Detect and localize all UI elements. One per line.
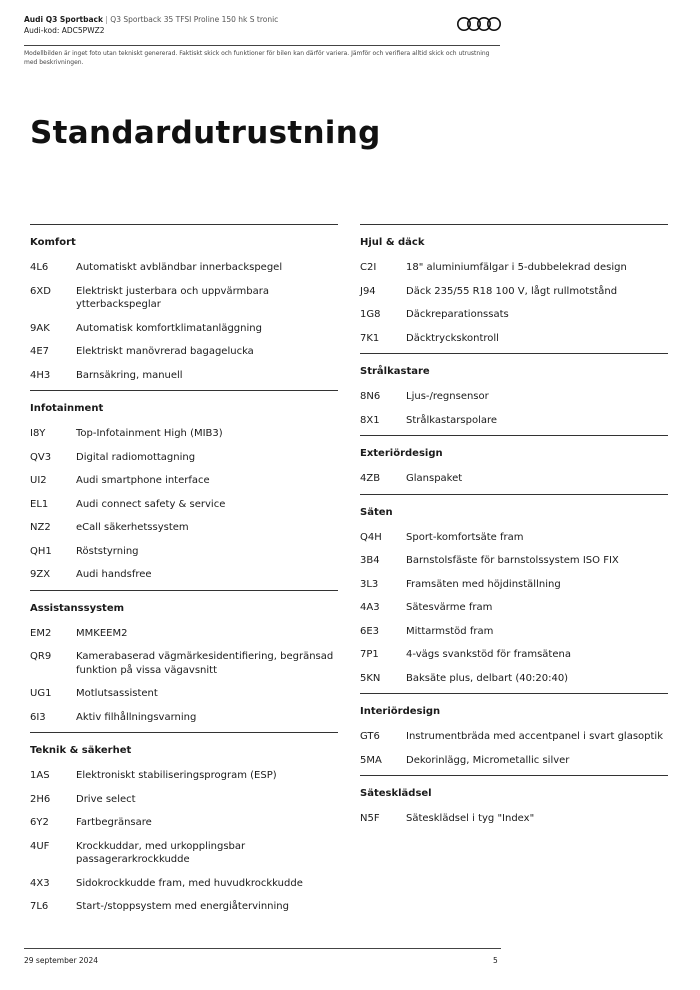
equipment-item bbox=[360, 526, 668, 550]
section-title: Exteriördesign bbox=[360, 448, 443, 459]
equipment-description: Sätesvärme fram bbox=[406, 602, 493, 613]
equipment-code: 1G8 bbox=[360, 309, 381, 320]
equipment-description: Top-Infotainment High (MIB3) bbox=[76, 428, 223, 439]
equipment-item bbox=[30, 280, 338, 317]
equipment-code: 1AS bbox=[30, 770, 50, 781]
equipment-item bbox=[360, 409, 668, 436]
header-audi-code: Audi-kod: ADC5PWZ2 bbox=[24, 26, 105, 35]
equipment-description: Kamerabaserad vägmärkesidentifiering, begränsad funktion på vissa vägavsnitt bbox=[76, 651, 334, 676]
equipment-code: 7L6 bbox=[30, 901, 49, 912]
left-column bbox=[30, 224, 338, 922]
equipment-code: 4ZB bbox=[360, 473, 381, 484]
equipment-code: NZ2 bbox=[30, 522, 51, 533]
equipment-description: Strålkastarspolare bbox=[406, 414, 498, 426]
equipment-code: 4H3 bbox=[30, 369, 51, 381]
equipment-code: EM2 bbox=[30, 627, 52, 639]
equipment-description: Sätesklädsel i tyg "Index" bbox=[406, 813, 535, 824]
equipment-item bbox=[30, 811, 338, 835]
equipment-item bbox=[30, 493, 338, 517]
equipment-description: Däckreparationssats bbox=[406, 309, 509, 320]
header-model-line bbox=[24, 14, 500, 25]
equipment-item bbox=[30, 706, 338, 733]
equipment-section bbox=[30, 390, 338, 590]
section-title: Sätesklädsel bbox=[360, 788, 432, 799]
equipment-code: 4UF bbox=[30, 840, 50, 852]
equipment-code: UG1 bbox=[30, 688, 52, 699]
section-title: Assistanssystem bbox=[30, 602, 125, 614]
equipment-code: 6XD bbox=[30, 285, 51, 297]
equipment-code: QR9 bbox=[30, 651, 52, 662]
footer-divider bbox=[24, 948, 501, 949]
equipment-code: 7K1 bbox=[360, 332, 380, 344]
equipment-section bbox=[30, 732, 338, 922]
header-model: Audi Q3 Sportback bbox=[24, 15, 103, 24]
equipment-item bbox=[30, 446, 338, 470]
equipment-item bbox=[360, 643, 668, 667]
equipment-code: QV3 bbox=[30, 451, 52, 463]
equipment-item bbox=[30, 340, 338, 364]
equipment-description: Motlutsassistent bbox=[76, 688, 158, 699]
equipment-item bbox=[30, 469, 338, 493]
equipment-code: UI2 bbox=[30, 475, 47, 486]
right-column bbox=[360, 224, 668, 834]
audi-four-rings-icon bbox=[456, 16, 502, 32]
equipment-item bbox=[30, 516, 338, 540]
equipment-description: Baksäte plus, delbart (40:20:40) bbox=[406, 672, 569, 684]
equipment-item bbox=[30, 645, 338, 682]
equipment-item bbox=[360, 280, 668, 304]
equipment-code: 3L3 bbox=[360, 578, 379, 590]
equipment-description: Fartbegränsare bbox=[76, 817, 152, 828]
section-title: Hjul & däck bbox=[360, 237, 425, 248]
equipment-code: 8X1 bbox=[360, 414, 380, 426]
page-title: Standardutrustning bbox=[30, 115, 381, 151]
equipment-description: Däcktryckskontroll bbox=[406, 332, 499, 344]
header-divider bbox=[24, 45, 500, 46]
equipment-description: Dekorinlägg, Micrometallic silver bbox=[406, 754, 570, 766]
equipment-description: Framsäten med höjdinställning bbox=[406, 578, 561, 590]
equipment-code: 4X3 bbox=[30, 877, 50, 889]
equipment-code: 5MA bbox=[360, 754, 382, 766]
equipment-item bbox=[360, 303, 668, 327]
equipment-description: Sport-komfortsäte fram bbox=[406, 531, 524, 543]
equipment-item bbox=[360, 749, 668, 776]
equipment-description: Audi connect safety & service bbox=[76, 498, 226, 510]
section-title: Säten bbox=[360, 506, 393, 518]
equipment-description: Barnsäkring, manuell bbox=[76, 369, 183, 381]
equipment-description: Aktiv filhållningsvarning bbox=[76, 711, 197, 723]
page-header bbox=[24, 14, 500, 36]
equipment-section bbox=[360, 693, 668, 775]
equipment-description: Röststyrning bbox=[76, 545, 139, 557]
equipment-code: N5F bbox=[360, 813, 380, 824]
equipment-item bbox=[360, 620, 668, 644]
equipment-code: 6I3 bbox=[30, 711, 46, 723]
equipment-description: 18" aluminiumfälgar i 5-dubbelekrad design bbox=[406, 262, 627, 273]
equipment-description: MMKEEM2 bbox=[76, 627, 128, 639]
equipment-code: 3B4 bbox=[360, 555, 380, 566]
equipment-item bbox=[30, 540, 338, 564]
equipment-code: C2I bbox=[360, 262, 377, 273]
equipment-description: Start-/stoppsystem med energiåtervinning bbox=[76, 901, 289, 912]
equipment-item bbox=[30, 835, 338, 872]
section-title: Teknik & säkerhet bbox=[30, 745, 132, 756]
equipment-code: 2H6 bbox=[30, 793, 51, 805]
equipment-code: 4E7 bbox=[30, 346, 50, 357]
equipment-description: Glanspaket bbox=[406, 473, 463, 484]
equipment-section bbox=[360, 494, 668, 694]
equipment-description: eCall säkerhetssystem bbox=[76, 522, 189, 533]
section-title: Komfort bbox=[30, 237, 76, 248]
equipment-item bbox=[360, 385, 668, 409]
equipment-item bbox=[360, 549, 668, 573]
equipment-section bbox=[30, 590, 338, 733]
equipment-item bbox=[360, 327, 668, 354]
equipment-code: 7P1 bbox=[360, 649, 379, 660]
equipment-code: 6Y2 bbox=[30, 817, 49, 828]
equipment-description: Elektriskt manövrerad bagagelucka bbox=[76, 346, 254, 357]
equipment-code: GT6 bbox=[360, 731, 380, 742]
equipment-item bbox=[30, 256, 338, 280]
equipment-section bbox=[360, 353, 668, 435]
equipment-section bbox=[30, 224, 338, 390]
equipment-description: Automatisk komfortklimatanläggning bbox=[76, 322, 262, 334]
equipment-description: Däck 235/55 R18 100 V, lågt rullmotstånd bbox=[406, 285, 618, 297]
equipment-code: 8N6 bbox=[360, 391, 381, 402]
equipment-code: 9ZX bbox=[30, 569, 51, 580]
equipment-description: Mittarmstöd fram bbox=[406, 625, 494, 637]
footer-date: 29 september 2024 bbox=[24, 956, 99, 965]
equipment-description: Audi smartphone interface bbox=[76, 475, 210, 486]
equipment-code: 5KN bbox=[360, 672, 381, 684]
equipment-item bbox=[30, 895, 338, 922]
equipment-section bbox=[360, 775, 668, 834]
header-variant: Q3 Sportback 35 TFSI Proline 150 hk S tronic bbox=[110, 15, 279, 24]
equipment-item bbox=[360, 725, 668, 749]
equipment-item bbox=[30, 872, 338, 896]
equipment-description: Sidokrockkudde fram, med huvudkrockkudde bbox=[76, 877, 303, 889]
equipment-description: Digital radiomottagning bbox=[76, 451, 196, 463]
equipment-section bbox=[360, 224, 668, 353]
equipment-item bbox=[360, 807, 668, 834]
equipment-description: Barnstolsfäste för barnstolssystem ISO FIX bbox=[406, 555, 619, 566]
disclaimer-text: Modellbilden är inget foto utan tekniskt genererad. Faktiskt skick och funktioner för bilen kan därför variera. Jämför och verifiera alltid skick och utrustning med beskrivningen. bbox=[24, 50, 490, 66]
equipment-item bbox=[30, 764, 338, 788]
equipment-description: Elektriskt justerbara och uppvärmbara ytterbackspeglar bbox=[76, 285, 269, 310]
equipment-item bbox=[30, 317, 338, 341]
header-separator: | bbox=[105, 15, 108, 24]
equipment-item bbox=[360, 596, 668, 620]
equipment-code: EL1 bbox=[30, 498, 49, 510]
equipment-description: Elektroniskt stabiliseringsprogram (ESP) bbox=[76, 770, 277, 781]
section-title: Strålkastare bbox=[360, 366, 430, 377]
equipment-code: 4A3 bbox=[360, 602, 380, 613]
equipment-item bbox=[30, 422, 338, 446]
equipment-code: 4L6 bbox=[30, 262, 49, 273]
section-title: Interiördesign bbox=[360, 706, 441, 717]
equipment-item bbox=[360, 467, 668, 494]
equipment-description: 4-vägs svankstöd för framsätena bbox=[406, 649, 571, 660]
equipment-description: Automatiskt avbländbar innerbackspegel bbox=[76, 262, 283, 273]
equipment-section bbox=[360, 435, 668, 494]
equipment-code: 9AK bbox=[30, 322, 50, 334]
equipment-item bbox=[360, 573, 668, 597]
equipment-description: Ljus-/regnsensor bbox=[406, 391, 489, 402]
equipment-code: 6E3 bbox=[360, 625, 380, 637]
page-number: 5 bbox=[493, 956, 498, 965]
equipment-item bbox=[30, 563, 338, 590]
equipment-description: Drive select bbox=[76, 793, 136, 805]
equipment-description: Audi handsfree bbox=[76, 569, 152, 580]
equipment-item bbox=[30, 682, 338, 706]
equipment-item bbox=[30, 788, 338, 812]
equipment-code: QH1 bbox=[30, 545, 52, 557]
equipment-item bbox=[30, 364, 338, 391]
section-title: Infotainment bbox=[30, 403, 104, 414]
equipment-description: Krockkuddar, med urkopplingsbar passagerarkrockkudde bbox=[76, 840, 246, 865]
equipment-code: J94 bbox=[360, 285, 376, 297]
equipment-item bbox=[30, 622, 338, 646]
equipment-description: Instrumentbräda med accentpanel i svart glasoptik bbox=[406, 731, 663, 742]
equipment-item bbox=[360, 256, 668, 280]
equipment-code: Q4H bbox=[360, 531, 382, 543]
equipment-code: I8Y bbox=[30, 428, 46, 439]
equipment-item bbox=[360, 667, 668, 694]
